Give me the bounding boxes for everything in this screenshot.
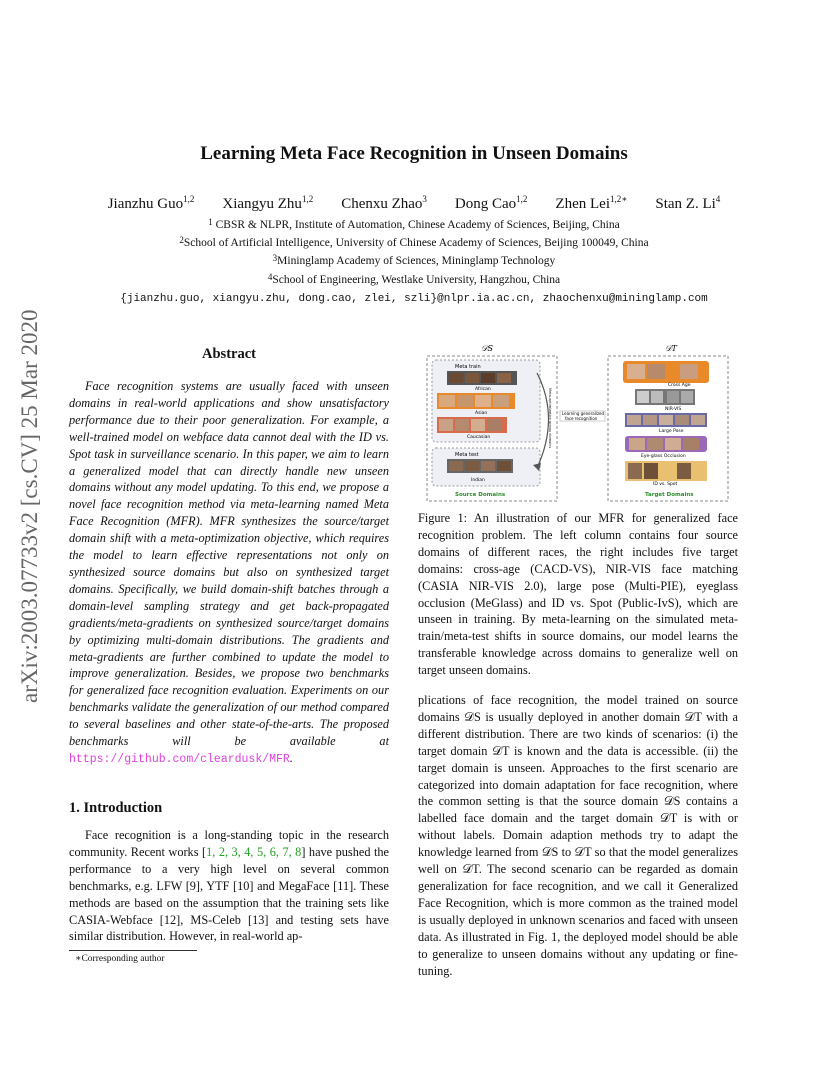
target-group-1: NIR-VIS [665,407,682,412]
target-group-3: Eye-glass Occlusion [641,454,686,459]
section-heading-introduction: 1. Introduction [69,800,163,816]
meta-train-label: Meta train [455,364,481,370]
affiliation-3: $^3$Mininglamp Academy of Sciences, Mininglamp Technology [272,253,556,267]
target-group-4: ID vs. Spot [653,482,678,487]
target-large-pose [625,413,707,427]
author-affiliation-mark: 1,2 [516,194,528,204]
author-affiliation-mark: 3 [422,194,427,204]
author-name: Xiangyu Zhu [222,196,302,212]
author-0 [108,196,195,212]
citation-links[interactable]: 1, 2, 3, 4, 5, 6, 7, 8 [206,844,302,859]
author-emails: {jianzhu.guo, xiangyu.zhu, dong.cao, zlei, szli}@nlpr.ia.ac.cn, zhaochenxu@mininglamp.com [120,293,708,305]
author-name: Jianzhu Guo [107,196,184,212]
target-group-0: Cross Age [668,383,691,388]
face-row-asian [437,393,515,409]
abstract-heading: Abstract [202,346,256,362]
affiliation-2: $^2$School of Artificial Intelligence, University of Chinese Academy of Sciences, Beijing 100049, China [179,235,649,249]
group-african: African [475,387,491,392]
right-column-paragraph: plications of face recognition, the model trained on source domains 𝒟S is usually deployed in another domain 𝒟T with a different distribution. There are two kinds of scenarios: (i) the target domain 𝒟T is known and the data is accessible. (ii) the target domain is unseen. Approaches to the first scenario are categorized into domain adaptation for face recognition, where the common setting is that the source domain 𝒟S contains a labelled face domain and the target domain 𝒟T is with or without labels. Domain adaption methods try to adapt the knowledge learned from 𝒟S to 𝒟T so that the model generalizes well on 𝒟T. The second scenario can be regarded as domain generalization for face recognition, and we call it Generalized Face Recognition, which is more common as the trained model is usually deployed in unknown scenarios and faced with unseen data. As illustrated in Fig. 1, the deployed model should be able to generalize to unseen domains without any updating or fine-tuning. [418,693,738,978]
source-domains-title: Source Domains [455,492,506,498]
target-cross-age [623,361,709,383]
author-list [0,196,828,213]
footnote: ∗Corresponding author [75,954,165,964]
author-name: Stan Z. Li [655,196,716,212]
side-text: Meta-optimization across domains [548,388,552,449]
arxiv-identifier: arXiv:2003.07733v2 [cs.CV] 25 Mar 2020 [17,309,42,703]
affiliation-1: $^1$ CBSR & NLPR, Institute of Automation, Chinese Academy of Sciences, Beijing, China [208,217,620,231]
author-affiliation-mark: 1,2 [183,194,195,204]
author-name: Chenxu Zhao [341,196,423,212]
ds-label: 𝒟S [481,344,493,353]
target-nir-vis [635,389,695,405]
author-5 [655,196,720,212]
author-affiliation-mark: 4 [715,194,721,204]
group-caucasian: Caucasian [467,435,491,440]
paper-title: Learning Meta Face Recognition in Unseen Domains [200,143,628,164]
target-id-spot [625,461,707,481]
figure-1-caption: Figure 1: An illustration of our MFR for generalized face recognition problem. The left column contains four source domains of different races, the right includes five target domains: cross-age (CACD-VS), NIR-VIS face matching (CASIA NIR-VIS 2.0), large pose (Multi-PIE), eyeglass occlusion (MeGlass) and ID vs. Spot (Public-IvS), which are unseen in training. By meta-learning on the simulated meta-train/meta-test shifts in source domains, our model learns the transferable knowledge across domains to generalize well on target unseen domains. [418,511,738,678]
abstract-body: Face recognition systems are usually faced with unseen domains in real-world applications and show unsatisfactory performance due to their poor generalization. For example, a well-trained model on webface data cannot deal with the ID vs. Spot task in surveillance scenario. In this paper, we aim to learn a generalized model that can directly handle new unseen domains without any model updating. To this end, we propose a novel face recognition method via meta-learning named Meta Face Recognition (MFR). MFR synthesizes the source/target domain shift with a meta-optimization objective, which requires the model to learn effective representations not only on synthesized source domains but also on synthesized target domains. Specifically, we build domain-shift batches through a domain-level sampling strategy and get back-propagated gradients/meta-gradients on synthesized source/target domains by optimizing multi-domain distributions. The gradients and meta-gradients are further combined to update the model to improve generalization. Besides, we propose two benchmarks for generalized face recognition evaluation. Experiments on our benchmarks validate the generalization of our method compared to several baselines and other state-of-the-arts. The proposed benchmarks will be available at https://github.com/cleardusk/MFR. [69,379,389,766]
target-group-2: Large Pose [659,429,684,434]
author-affiliation-mark: 1,2∗ [609,194,628,204]
dt-label: 𝒟T [665,344,677,353]
introduction-paragraph: Face recognition is a long-standing topic in the research community. Recent works [1, 2, 3, 4, 5, 6, 7, 8] have pushed the performance to a very high level on several common benchmarks, e.g. LFW [9], YTF [10] and MegaFace [11]. These methods are based on the assumption that the training sets like CASIA-Webface [12], MS-Celeb [13] and testing sets have similar distribution. However, in real-world ap- [69,828,390,944]
author-1 [222,196,313,212]
author-name: Zhen Lei [555,196,610,212]
author-3 [455,196,528,212]
group-indian: Indian [471,478,485,483]
group-asian: Asian [475,411,488,416]
arrow-text-2: face recognition [565,416,598,421]
face-row-indian [447,459,513,473]
footnote-rule [69,950,197,951]
author-4 [555,196,627,212]
arrow-text-1: Learning generalized [562,411,605,416]
meta-test-label: Meta test [455,452,479,458]
author-2 [341,196,427,212]
author-name: Dong Cao [454,196,517,212]
target-eyeglass [625,436,707,452]
author-affiliation-mark: 1,2 [301,194,314,204]
target-domains-title: Target Domains [645,492,694,498]
affiliation-4: $^4$School of Engineering, Westlake University, Hangzhou, China [267,272,561,286]
figure-1-illustration [425,343,730,503]
face-row-african [447,371,517,385]
code-link[interactable]: https://github.com/cleardusk/MFR [69,752,290,766]
face-row-caucasian [437,417,507,433]
